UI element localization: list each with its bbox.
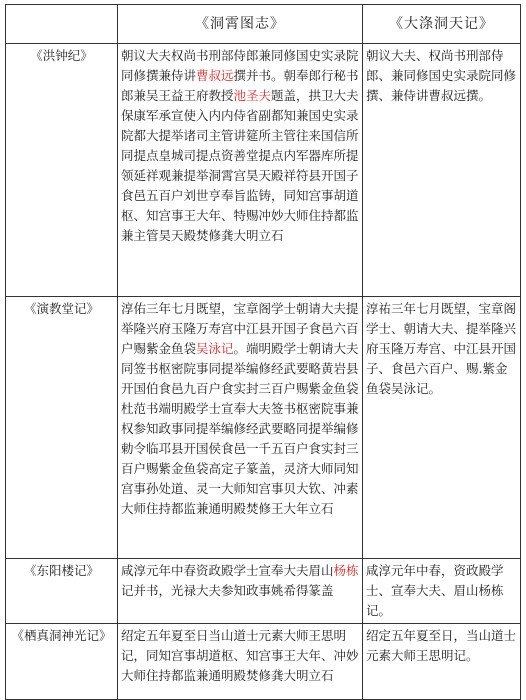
table-row xyxy=(6,297,521,559)
dadi-text: 绍定五年夏至日，当山道士元素大师王思明记。 xyxy=(363,624,521,700)
row-title: 《东阳楼记》 xyxy=(6,559,118,624)
dadi-text: 咸淳元年中春，资政殿学士、宣奉大夫、眉山杨栋记。 xyxy=(363,559,521,624)
row-title: 《洪钟纪》 xyxy=(6,44,118,297)
highlighted-name: 吴泳记 xyxy=(196,341,234,356)
header-cell-dadi: 《大涤洞天记》 xyxy=(363,5,521,44)
highlighted-name: 池圣夫 xyxy=(233,88,272,103)
highlighted-name: 杨栋 xyxy=(333,563,359,578)
dongxiao-text xyxy=(118,624,363,700)
text-segment: 撰并书。朝奉郎行秘书郎兼吴王益王府教授 xyxy=(121,68,359,103)
header-cell-blank xyxy=(6,5,118,44)
dadi-text: 朝议大夫、权尚书刑部侍郎、兼同修国史实录院同修撰、兼侍讲曹叔远撰。 xyxy=(363,44,521,297)
text-segment: 咸淳元年中春资政殿学士宣奉大夫眉山 xyxy=(121,563,334,578)
table-row xyxy=(6,624,521,700)
text-segment: 题盖，拱卫大夫保康军承宣使入内内侍省副都知兼国史实录院都大提举诸司主管讲筵所主管往来国信所同提点皇城司提点资善堂提点内军器库所提领延祥观兼提举洞霄宫昊天殿祥符县开国子食邑五百户刘世亨奉旨监铸，同知宫事胡道枢、知宫事王大年、特赐冲妙大师住持都监兼主管昊天殿焚修龚大明立石 xyxy=(121,88,359,243)
text-segment: 朝议大夫权尚书刑部侍郎兼同修国史实录院同修撰兼侍讲 xyxy=(121,48,359,83)
row-title: 《栖真洞神光记》 xyxy=(6,624,118,700)
header-cell-dongxiao: 《洞霄图志》 xyxy=(118,5,363,44)
text-segment: 记并书，光禄大夫参知政事姚希得篆盖 xyxy=(121,583,334,598)
dongxiao-text xyxy=(118,44,363,297)
highlighted-name: 曹叔远 xyxy=(196,68,234,83)
text-segment: 。端明殿学士朝请大夫同签书枢密院事同提举编修经武要略黄岩县开国伯食邑九百户食实封三百户赐紫金鱼袋杜范书端明殿学士宣奉大夫签书枢密院事兼权参知政事同提举编修经武要略同提举编修勅令临邛县开国侯食邑一千五百户食实封三百户赐紫金鱼袋高定子篆盖，灵济大师同知宫事孙处道、灵一大师知宫事贝大钦、冲素大师住持都监兼通明殿焚修王大年立石 xyxy=(121,341,359,516)
text-segment: 淳佑三年七月既望，宝章阁学士朝请大夫提举隆兴府玉隆万寿宫中江县开国子食邑六百户赐紫金鱼袋 xyxy=(121,301,359,356)
text-segment: 绍定五年夏至日当山道士元素大师王思明记，同知宫事胡道枢、知宫事王大年、冲妙大师住持都监兼通明殿焚修龚大明立石 xyxy=(121,628,359,683)
header-row xyxy=(6,5,521,44)
row-title: 《演教堂记》 xyxy=(6,297,118,559)
dongxiao-text xyxy=(118,297,363,559)
table-row xyxy=(6,559,521,624)
dongxiao-text xyxy=(118,559,363,624)
table-row xyxy=(6,44,521,297)
comparison-table xyxy=(5,4,521,700)
dadi-text: 淳祐三年七月既望，宝章阁学士、朝请大夫、提举隆兴府玉隆万寿宫、中江县开国子、食邑六百户、赐.紫金鱼袋吴泳记。 xyxy=(363,297,521,559)
